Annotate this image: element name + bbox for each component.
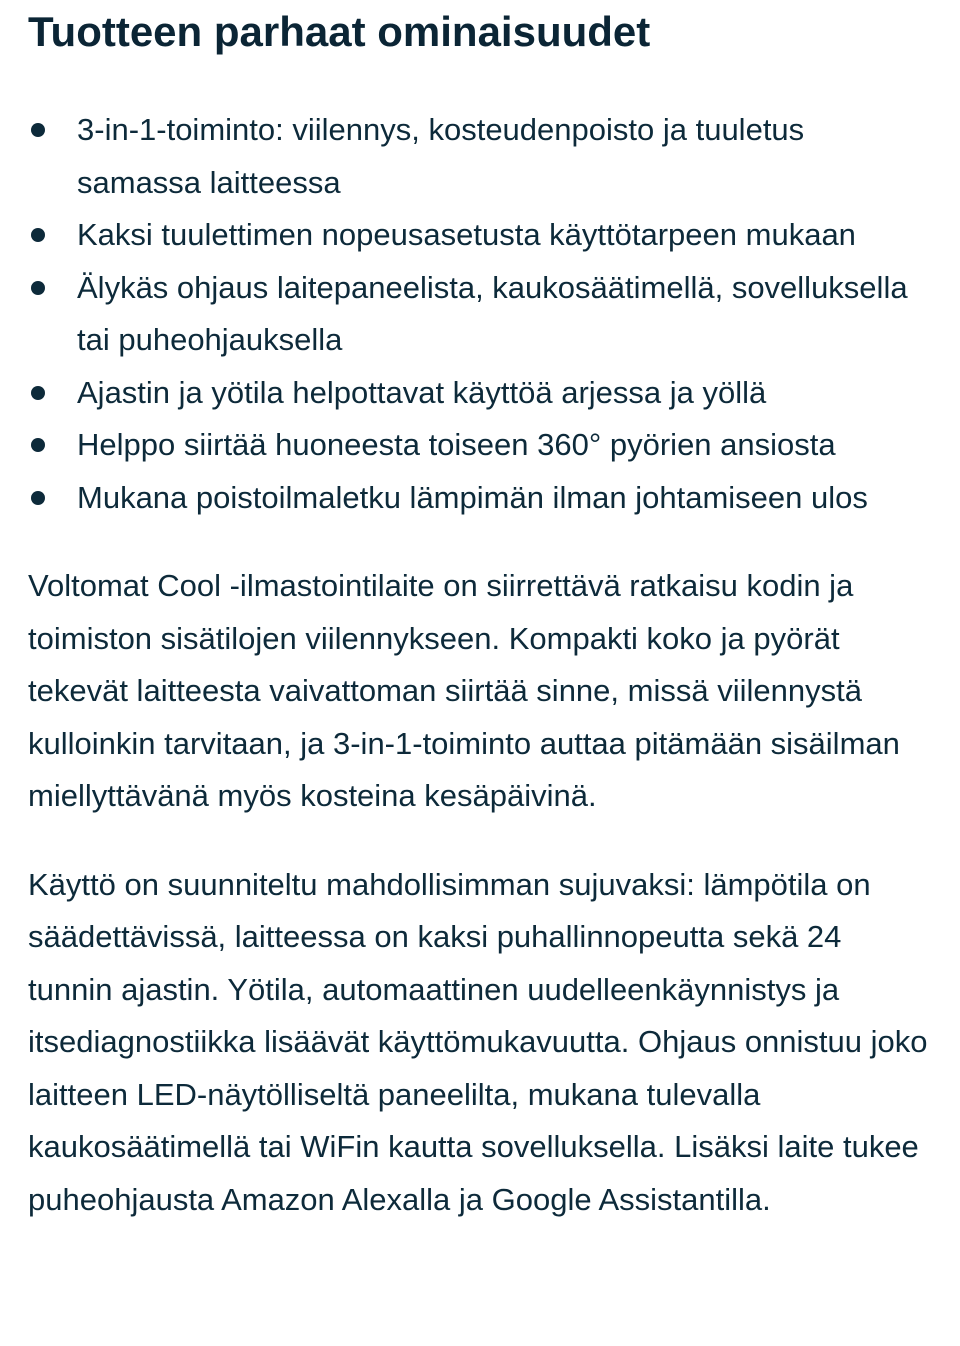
feature-item (28, 367, 932, 420)
bullet-dot-icon (31, 438, 45, 452)
section-heading: Tuotteen parhaat ominaisuudet (28, 8, 651, 55)
feature-item (28, 104, 932, 209)
feature-item (28, 419, 932, 472)
feature-list (28, 104, 932, 524)
description-paragraph: Voltomat Cool -ilmastointilaite on siirrettävä ratkaisu kodin ja toimiston sisätilojen viilennykseen. Kompakti koko ja pyörät tekevät laitteesta vaivattoman siirtää sinne, missä viilennystä kulloinkin tarvitaan, ja 3-in-1-toiminto auttaa pitämään sisäilman miellyttävänä myös kosteina kesäpäivinä. (28, 568, 900, 813)
feature-text: Mukana poistoilmaletku lämpimän ilman johtamiseen ulos (77, 479, 868, 515)
usage-paragraph: Käyttö on suunniteltu mahdollisimman sujuvaksi: lämpötila on säädettävissä, laitteessa on kaksi puhallinnopeutta sekä 24 tunnin ajastin. Yötila, automaattinen uudelleenkäynnistys ja itsediagnostiikka lisäävät käyttömukavuutta. Ohjaus onnistuu joko laitteen LED-näytölliseltä paneelilta, mukana tulevalla kaukosäätimellä tai WiFin kautta sovelluksella. Lisäksi laite tukee puheohjausta Amazon Alexalla ja Google Assistantilla. (28, 866, 928, 1217)
feature-text: 3-in-1-toiminto: viilennys, kosteudenpoisto ja tuuletus samassa laitteessa (77, 112, 805, 200)
feature-item (28, 472, 932, 525)
bullet-dot-icon (31, 228, 45, 242)
bullet-dot-icon (31, 386, 45, 400)
feature-item (28, 262, 932, 367)
feature-text: Helppo siirtää huoneesta toiseen 360° pyörien ansiosta (77, 427, 836, 462)
feature-item (28, 209, 932, 262)
feature-text: Ajastin ja yötila helpottavat käyttöä arjessa ja yöllä (77, 374, 767, 410)
bullet-dot-icon (31, 491, 45, 505)
feature-text: Älykäs ohjaus laitepaneelista, kaukosäätimellä, sovelluksella tai puheohjauksella (77, 269, 908, 357)
bullet-dot-icon (31, 123, 45, 137)
bullet-dot-icon (31, 281, 45, 295)
feature-text: Kaksi tuulettimen nopeusasetusta käyttötarpeen mukaan (77, 217, 856, 252)
